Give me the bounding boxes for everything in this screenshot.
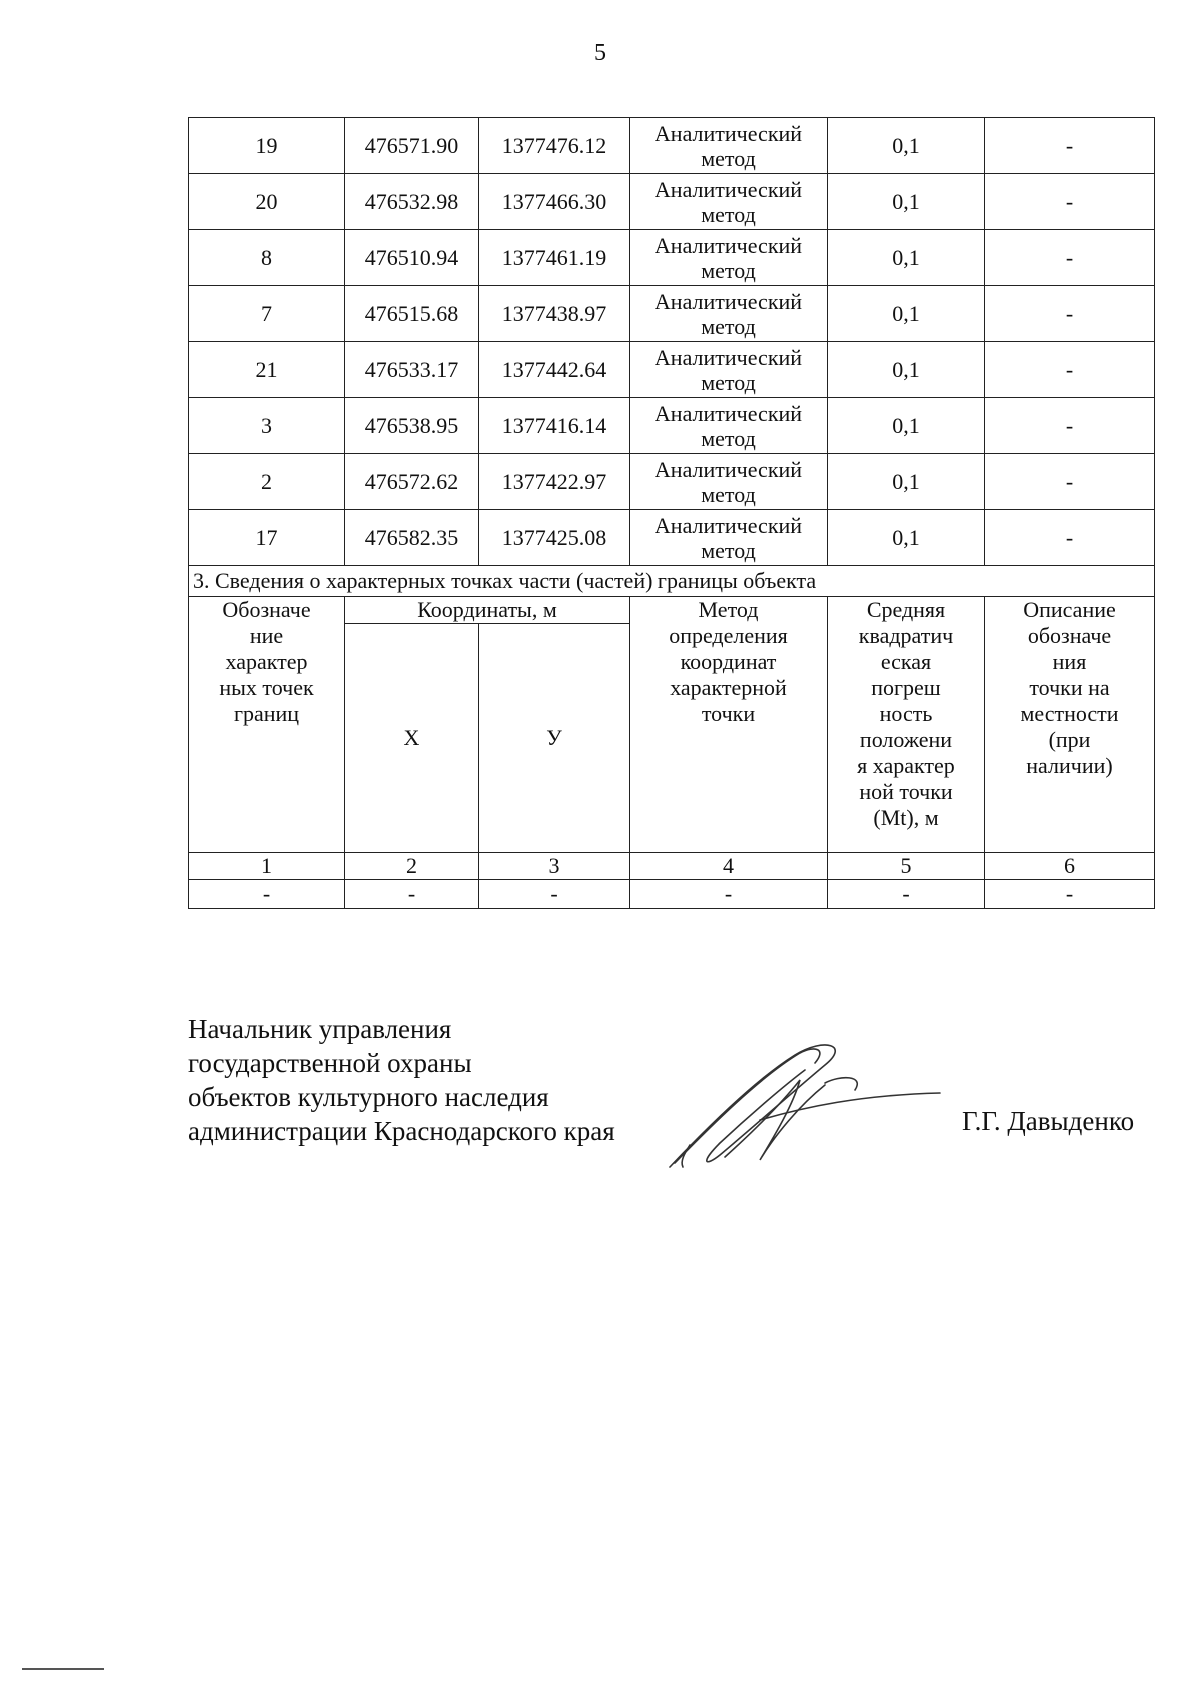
header-line: погреш xyxy=(871,675,941,700)
y-coordinate-cell: 1377442.64 xyxy=(479,342,630,398)
position-line: государственной охраны xyxy=(188,1048,472,1078)
header-line: границ xyxy=(233,701,300,726)
description-cell: - xyxy=(985,174,1155,230)
method-cell xyxy=(630,174,828,230)
header-line: точки на xyxy=(1029,675,1110,700)
header-description xyxy=(985,597,1155,853)
table-row xyxy=(189,454,1155,510)
header-coordinates: Координаты, м xyxy=(345,597,630,624)
method-line: Аналитический xyxy=(654,120,803,146)
method-cell xyxy=(630,342,828,398)
method-line: метод xyxy=(701,145,756,171)
method-line: Аналитический xyxy=(654,176,803,202)
empty-cell: - xyxy=(828,880,985,909)
description-cell: - xyxy=(985,398,1155,454)
accuracy-cell: 0,1 xyxy=(828,398,985,454)
column-number-cell: 6 xyxy=(985,853,1155,880)
x-coordinate-cell: 476571.90 xyxy=(345,118,479,174)
point-number-cell: 21 xyxy=(189,342,345,398)
y-coordinate-cell: 1377466.30 xyxy=(479,174,630,230)
header-line: Средняя xyxy=(866,597,946,622)
header-line: Описание xyxy=(1023,597,1116,622)
method-cell xyxy=(630,454,828,510)
x-coordinate-cell: 476582.35 xyxy=(345,510,479,566)
header-line: обозначе xyxy=(1027,623,1112,648)
header-line: ние xyxy=(249,623,284,648)
header-line: координат xyxy=(680,649,777,674)
accuracy-cell: 0,1 xyxy=(828,286,985,342)
empty-cell: - xyxy=(479,880,630,909)
description-cell: - xyxy=(985,230,1155,286)
header-line: (Mt), м xyxy=(873,805,939,830)
column-number-cell: 5 xyxy=(828,853,985,880)
column-number-cell: 2 xyxy=(345,853,479,880)
header-method xyxy=(630,597,828,853)
method-line: метод xyxy=(701,313,756,339)
header-point-designation xyxy=(189,597,345,853)
column-number-cell: 1 xyxy=(189,853,345,880)
point-number-cell: 19 xyxy=(189,118,345,174)
position-line: Начальник управления xyxy=(188,1014,452,1044)
point-number-cell: 17 xyxy=(189,510,345,566)
x-coordinate-cell: 476532.98 xyxy=(345,174,479,230)
scan-edge-mark xyxy=(22,1668,104,1670)
table-row xyxy=(189,342,1155,398)
x-coordinate-cell: 476572.62 xyxy=(345,454,479,510)
method-line: Аналитический xyxy=(654,456,803,482)
signatory-position xyxy=(188,1012,615,1148)
table-row xyxy=(189,510,1155,566)
method-line: метод xyxy=(701,537,756,563)
method-cell xyxy=(630,510,828,566)
column-numbers-row xyxy=(189,853,1155,880)
header-line: я характер xyxy=(857,753,955,778)
method-line: Аналитический xyxy=(654,400,803,426)
y-coordinate-cell: 1377438.97 xyxy=(479,286,630,342)
point-number-cell: 7 xyxy=(189,286,345,342)
position-line: администрации Краснодарского края xyxy=(188,1116,615,1146)
method-cell xyxy=(630,286,828,342)
method-cell xyxy=(630,398,828,454)
position-line: объектов культурного наследия xyxy=(188,1082,549,1112)
method-line: метод xyxy=(701,257,756,283)
method-line: Аналитический xyxy=(654,512,803,538)
description-cell: - xyxy=(985,454,1155,510)
method-line: метод xyxy=(701,201,756,227)
method-cell xyxy=(630,118,828,174)
column-number-cell: 4 xyxy=(630,853,828,880)
header-line: еская xyxy=(880,649,932,674)
point-number-cell: 2 xyxy=(189,454,345,510)
header-line: характер xyxy=(225,649,308,674)
method-line: метод xyxy=(701,369,756,395)
point-number-cell: 8 xyxy=(189,230,345,286)
header-line: Обозначе xyxy=(222,597,311,622)
empty-data-row xyxy=(189,880,1155,909)
accuracy-cell: 0,1 xyxy=(828,230,985,286)
method-line: метод xyxy=(701,481,756,507)
method-line: Аналитический xyxy=(654,288,803,314)
accuracy-cell: 0,1 xyxy=(828,454,985,510)
accuracy-cell: 0,1 xyxy=(828,118,985,174)
accuracy-cell: 0,1 xyxy=(828,342,985,398)
header-line: определения xyxy=(669,623,788,648)
table-row xyxy=(189,118,1155,174)
signatory-name: Г.Г. Давыденко xyxy=(962,1106,1135,1136)
empty-cell: - xyxy=(630,880,828,909)
handwritten-signature xyxy=(665,1035,945,1175)
header-line: квадратич xyxy=(858,623,954,648)
method-line: Аналитический xyxy=(654,344,803,370)
section-3-title: 3. Сведения о характерных точках части (частей) границы объекта xyxy=(189,566,1155,597)
header-x: Х xyxy=(345,624,479,853)
y-coordinate-cell: 1377422.97 xyxy=(479,454,630,510)
accuracy-cell: 0,1 xyxy=(828,174,985,230)
x-coordinate-cell: 476533.17 xyxy=(345,342,479,398)
header-accuracy xyxy=(828,597,985,853)
header-y: У xyxy=(479,624,630,853)
description-cell: - xyxy=(985,286,1155,342)
header-line: ных точек xyxy=(219,675,314,700)
header-line: наличии) xyxy=(1026,753,1113,778)
description-cell: - xyxy=(985,342,1155,398)
header-line: характерной xyxy=(670,675,787,700)
page-number: 5 xyxy=(594,40,606,66)
header-line: Метод xyxy=(698,597,759,622)
table-row xyxy=(189,398,1155,454)
method-cell xyxy=(630,230,828,286)
header-line: положени xyxy=(859,727,953,752)
y-coordinate-cell: 1377476.12 xyxy=(479,118,630,174)
point-number-cell: 3 xyxy=(189,398,345,454)
empty-cell: - xyxy=(189,880,345,909)
table-row xyxy=(189,230,1155,286)
header-line: ния xyxy=(1052,649,1087,674)
table-row xyxy=(189,286,1155,342)
header-line: местности xyxy=(1020,701,1119,726)
x-coordinate-cell: 476538.95 xyxy=(345,398,479,454)
table-row xyxy=(189,174,1155,230)
header-line: ность xyxy=(879,701,933,726)
column-number-cell: 3 xyxy=(479,853,630,880)
header-line: ной точки xyxy=(859,779,953,804)
method-line: метод xyxy=(701,425,756,451)
boundary-points-table xyxy=(188,117,1155,909)
x-coordinate-cell: 476515.68 xyxy=(345,286,479,342)
empty-cell: - xyxy=(985,880,1155,909)
empty-cell: - xyxy=(345,880,479,909)
description-cell: - xyxy=(985,118,1155,174)
header-line: (при xyxy=(1048,727,1091,752)
method-line: Аналитический xyxy=(654,232,803,258)
x-coordinate-cell: 476510.94 xyxy=(345,230,479,286)
header-line: точки xyxy=(701,701,756,726)
point-number-cell: 20 xyxy=(189,174,345,230)
y-coordinate-cell: 1377461.19 xyxy=(479,230,630,286)
description-cell: - xyxy=(985,510,1155,566)
y-coordinate-cell: 1377425.08 xyxy=(479,510,630,566)
accuracy-cell: 0,1 xyxy=(828,510,985,566)
y-coordinate-cell: 1377416.14 xyxy=(479,398,630,454)
